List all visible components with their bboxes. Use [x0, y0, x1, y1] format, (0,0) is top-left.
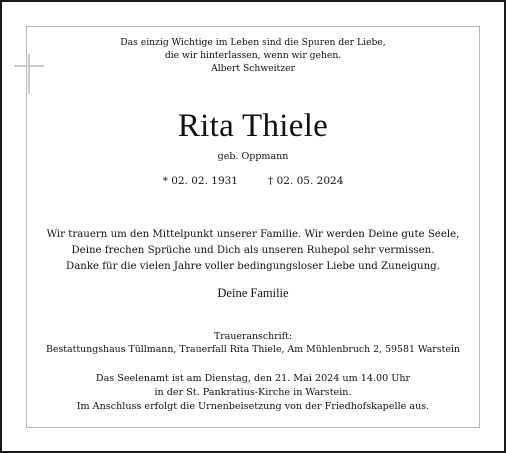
service-line: Das Seelenamt ist am Dienstag, den 21. Mai 2024 um 14.00 Uhr — [95, 373, 411, 384]
service-line: Im Anschluss erfolgt die Urnenbeisetzung von der Friedhofskapelle aus. — [76, 401, 430, 412]
birth-date: * 02. 02. 1931 — [162, 175, 238, 187]
service-info — [26, 372, 480, 414]
mourning-text — [26, 227, 480, 275]
quote-author: Albert Schweitzer — [211, 63, 295, 74]
address-line: Bestattungshaus Tüllmann, Trauerfall Rita Thiele, Am Mühlenbruch 2, 59581 Warstein — [46, 344, 460, 355]
message-line: Deine frechen Sprüche und Dich als unseren Ruhepol sehr vermissen. — [71, 245, 435, 256]
life-dates — [26, 175, 480, 188]
quote-line: die wir hinterlassen, wenn wir gehen. — [164, 50, 342, 61]
quote-line: Das einzig Wichtige im Leben sind die Spuren der Liebe, — [120, 37, 386, 48]
mourning-address — [26, 330, 480, 356]
service-line: in der St. Pankratius-Kirche in Warstein. — [154, 387, 352, 398]
maiden-name: geb. Oppmann — [217, 151, 289, 162]
quote-block — [26, 36, 480, 75]
address-label: Traueranschrift: — [214, 331, 292, 342]
death-date: † 02. 05. 2024 — [268, 175, 344, 187]
family-signature: Deine Familie — [217, 286, 289, 300]
message-line: Wir trauern um den Mittelpunkt unserer Familie. Wir werden Deine gute Seele, — [46, 229, 460, 240]
message-line: Danke für die vielen Jahre voller bedingungsloser Liebe und Zuneigung. — [66, 261, 440, 272]
deceased-name: Rita Thiele — [177, 108, 329, 144]
